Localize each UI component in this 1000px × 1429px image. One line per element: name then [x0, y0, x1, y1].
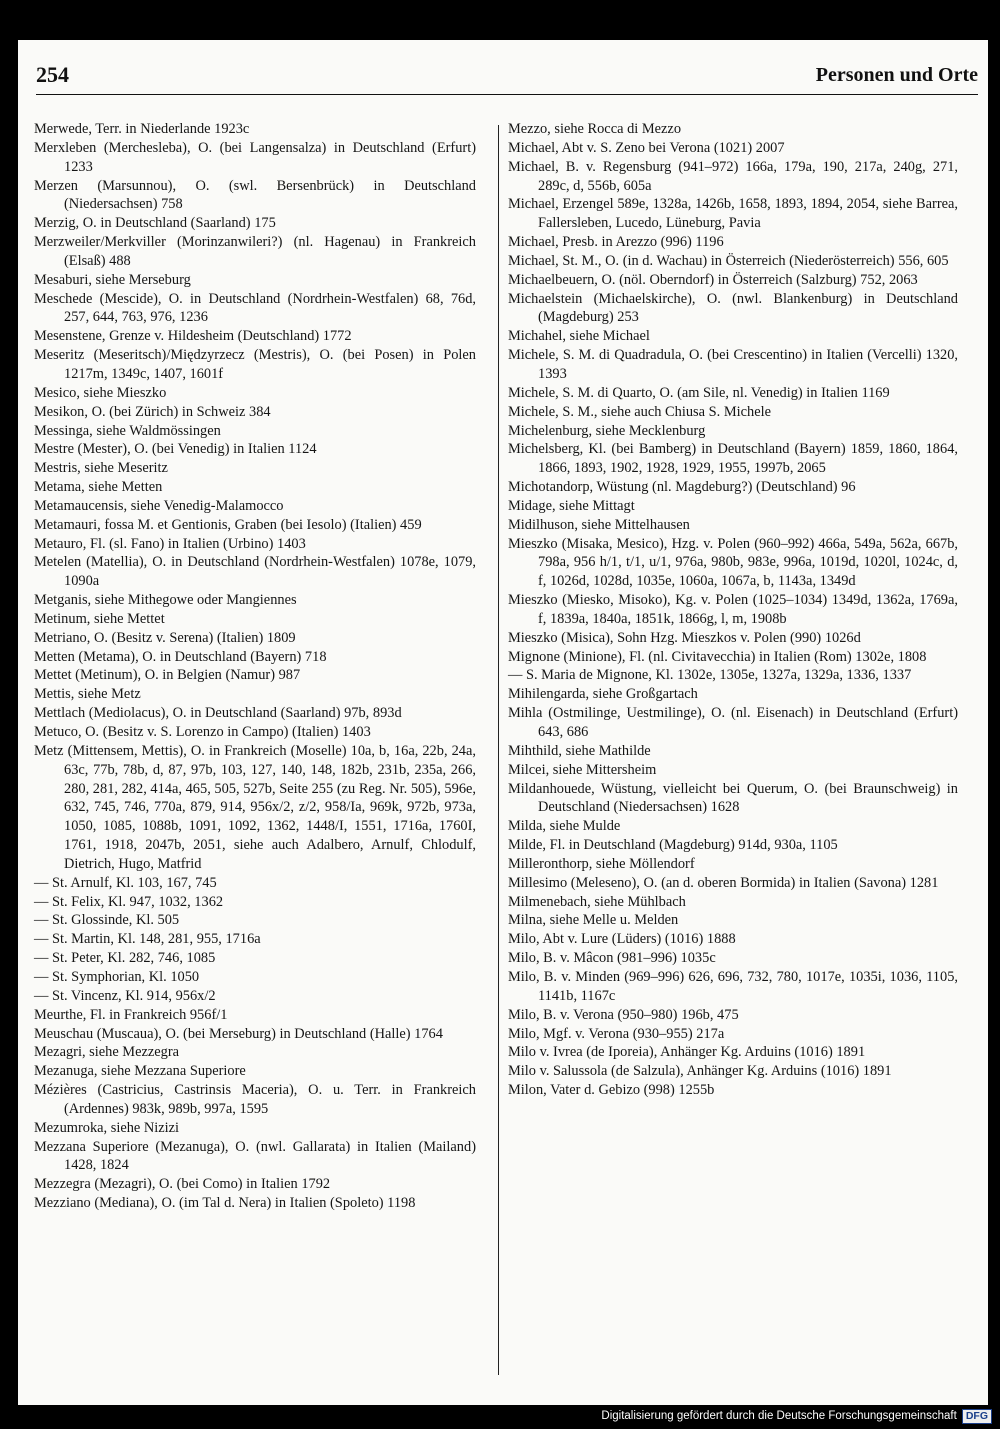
index-entry: Michael, St. M., O. (in d. Wachau) in Österreich (Niederösterreich) 556, 605	[508, 252, 949, 269]
index-column-left	[34, 120, 476, 1213]
document-page	[18, 40, 988, 1405]
index-entry: — S. Maria de Mignone, Kl. 1302e, 1305e, 1327a, 1329a, 1336, 1337	[508, 667, 912, 684]
index-entry: Mihilengarda, siehe Großgartach	[508, 686, 698, 703]
index-entry: Merzen (Marsunnou), O. (swl. Bersenbrück) in Deutschland (Niedersachsen) 758	[34, 177, 476, 213]
index-entry: — St. Arnulf, Kl. 103, 167, 745	[34, 874, 217, 891]
index-entry: — St. Felix, Kl. 947, 1032, 1362	[34, 893, 224, 910]
index-entry: Meschede (Mescide), O. in Deutschland (Nordrhein-Westfalen) 68, 76d, 257, 644, 763, 976, 1236	[34, 290, 476, 326]
index-entry: Mihla (Ostmilinge, Uestmilinge), O. (nl. Eisenach) in Deutschland (Erfurt) 643, 686	[508, 705, 958, 740]
index-entry: Mihthild, siehe Mathilde	[508, 742, 651, 759]
index-entry: — St. Martin, Kl. 148, 281, 955, 1716a	[34, 931, 261, 948]
index-entry: Michael, Presb. in Arezzo (996) 1196	[508, 234, 724, 251]
index-entry: Merzig, O. in Deutschland (Saarland) 175	[34, 215, 276, 232]
index-entry: Milo, Abt v. Lure (Lüders) (1016) 1888	[508, 931, 736, 948]
index-entry: Mezagri, siehe Mezzegra	[34, 1044, 180, 1061]
index-entry: Mieszko (Misaka, Mesico), Hzg. v. Polen (960–992) 466a, 549a, 562a, 667b, 798a, 956 h/1, t/1, u/1, 976a, 980b, 983e, 996a, 1019d, 1020l, 1024c, d, f, 1026d, 1028d, 1035e, 1060a, 1067a, b, 1143a, 1349d	[508, 535, 958, 590]
index-entry: Milde, Fl. in Deutschland (Magdeburg) 914d, 930a, 1105	[508, 837, 838, 854]
index-entry: Michelenburg, siehe Mecklenburg	[508, 422, 706, 439]
index-entry: Metamauri, fossa M. et Gentionis, Graben (bei Iesolo) (Italien) 459	[34, 516, 422, 533]
index-entry: Mestre (Mester), O. (bei Venedig) in Italien 1124	[34, 441, 317, 458]
index-entry: Milcei, siehe Mittersheim	[508, 761, 657, 778]
running-title: Personen und Orte	[815, 64, 978, 86]
index-entry: — St. Peter, Kl. 282, 746, 1085	[34, 950, 216, 967]
index-entry: Milo, B. v. Mâcon (981–996) 1035c	[508, 950, 716, 967]
index-entry: Mesico, siehe Mieszko	[34, 384, 167, 401]
index-entry: Michahel, siehe Michael	[508, 328, 650, 345]
index-entry: Mezzegra (Mezagri), O. (bei Como) in Italien 1792	[34, 1176, 331, 1193]
index-entry: Metelen (Matellia), O. in Deutschland (Nordrhein-Westfalen) 1078e, 1079, 1090a	[34, 554, 476, 590]
index-entry: Mesenstene, Grenze v. Hildesheim (Deutschland) 1772	[34, 328, 352, 345]
index-entry: Millesimo (Meleseno), O. (an d. oberen Bormida) in Italien (Savona) 1281	[508, 874, 939, 891]
index-entry: Metuco, O. (Besitz v. S. Lorenzo in Campo) (Italien) 1403	[34, 724, 371, 740]
index-entry: Mezzo, siehe Rocca di Mezzo	[508, 121, 682, 137]
index-entry: Metauro, Fl. (sl. Fano) in Italien (Urbino) 1403	[34, 535, 306, 552]
index-entry: — St. Glossinde, Kl. 505	[34, 912, 180, 929]
index-column-right	[508, 120, 958, 1100]
index-entry: Milo v. Ivrea (de Iporeia), Anhänger Kg. Arduins (1016) 1891	[508, 1044, 866, 1061]
dfg-logo: DFG	[962, 1409, 992, 1424]
index-entry: Michael, Erzengel 589e, 1328a, 1426b, 1658, 1893, 1894, 2054, siehe Barrea, Fallersleben, Lucedo, Lüneburg, Pavia	[508, 196, 958, 232]
index-entry: Metinum, siehe Mettet	[34, 610, 165, 627]
index-entry: Metganis, siehe Mithegowe oder Mangiennes	[34, 592, 297, 609]
index-entry: Milo, B. v. Minden (969–996) 626, 696, 732, 780, 1017e, 1035i, 1036, 1105, 1141b, 1167c	[508, 968, 958, 1004]
index-entry: Mettet (Metinum), O. in Belgien (Namur) 987	[34, 667, 301, 684]
index-entry: Mezzana Superiore (Mezanuga), O. (nwl. Gallarata) in Italien (Mailand) 1428, 1824	[34, 1138, 476, 1174]
index-entry: Mildanhouede, Wüstung, vielleicht bei Querum, O. (bei Braunschweig) in Deutschland (Niedersachsen) 1628	[508, 780, 958, 816]
index-entry: Michael, B. v. Regensburg (941–972) 166a, 179a, 190, 217a, 240g, 271, 289c, d, 556b, 605a	[508, 158, 958, 194]
index-entry: Merwede, Terr. in Niederlande 1923c	[34, 121, 250, 137]
index-entry: Mézières (Castricius, Castrinsis Maceria), O. u. Terr. in Frankreich (Ardennes) 983k, 989b, 997a, 1595	[34, 1082, 476, 1117]
index-entry: Metamaucensis, siehe Venedig-Malamocco	[34, 497, 284, 514]
index-entry: Milon, Vater d. Gebizo (998) 1255b	[508, 1082, 715, 1099]
index-entry: Michele, S. M. di Quadradula, O. (bei Crescentino) in Italien (Vercelli) 1320, 1393	[508, 347, 958, 382]
index-entry: — St. Vincenz, Kl. 914, 956x/2	[34, 987, 216, 1004]
index-entry: Michaelstein (Michaelskirche), O. (nwl. Blankenburg) in Deutschland (Magdeburg) 253	[508, 290, 958, 326]
index-entry: Merzweiler/Merkviller (Morinzanwileri?) (nl. Hagenau) in Frankreich (Elsaß) 488	[34, 234, 476, 269]
index-entry: Michotandorp, Wüstung (nl. Magdeburg?) (Deutschland) 96	[508, 479, 856, 496]
index-entry: Midage, siehe Mittagt	[508, 497, 635, 514]
index-entry: Metama, siehe Metten	[34, 479, 163, 496]
index-entry: Mestris, siehe Meseritz	[34, 460, 168, 477]
index-entry: Meseritz (Meseritsch)/Międzyrzecz (Mestris), O. (bei Posen) in Polen 1217m, 1349c, 1407, 1601f	[34, 347, 476, 382]
index-entry: Mezumroka, siehe Nizizi	[34, 1119, 180, 1136]
index-entry: — St. Symphorian, Kl. 1050	[34, 968, 200, 985]
index-entry: Metz (Mittensem, Mettis), O. in Frankreich (Moselle) 10a, b, 16a, 22b, 24a, 63c, 77b, 78b, d, 87, 97b, 103, 127, 140, 148, 182b, 231b, 235a, 266, 280, 281, 282, 414a, 465, 505, 527b, Seite 255 (zu Reg. Nr. 505), 596e, 632, 745, 746, 770a, 879, 914, 956x/2, z/2, 958/Ia, 969k, 972b, 973a, 1050, 1085, 1088b, 1091, 1092, 1362, 1448/I, 1551, 1716a, 1760I, 1761, 1918, 2047b, 2051, siehe auch Adalbero, Arnulf, Chlodulf, Dietrich, Hugo, Matfrid	[34, 742, 476, 872]
column-divider	[498, 125, 499, 1375]
index-entry: Milmenebach, siehe Mühlbach	[508, 893, 686, 910]
index-entry: Metriano, O. (Besitz v. Serena) (Italien) 1809	[34, 629, 296, 646]
index-entry: Michael, Abt v. S. Zeno bei Verona (1021) 2007	[508, 139, 785, 156]
index-entry: Messinga, siehe Waldmössingen	[34, 422, 221, 439]
index-entry: Metten (Metama), O. in Deutschland (Bayern) 718	[34, 648, 327, 665]
digitization-footer	[601, 1407, 992, 1425]
index-entry: Michelsberg, Kl. (bei Bamberg) in Deutschland (Bayern) 1859, 1860, 1864, 1866, 1893, 1902, 1928, 1929, 1955, 1997b, 2065	[508, 441, 958, 477]
index-entry: Milna, siehe Melle u. Melden	[508, 912, 679, 929]
page-header	[36, 60, 978, 95]
index-entry: Meurthe, Fl. in Frankreich 956f/1	[34, 1006, 228, 1023]
index-entry: Mesikon, O. (bei Zürich) in Schweiz 384	[34, 403, 271, 420]
index-entry: Merxleben (Merchesleba), O. (bei Langensalza) in Deutschland (Erfurt) 1233	[34, 139, 476, 175]
index-entry: Michaelbeuern, O. (nöl. Oberndorf) in Österreich (Salzburg) 752, 2063	[508, 271, 918, 288]
index-entry: Michele, S. M., siehe auch Chiusa S. Michele	[508, 403, 771, 420]
index-entry: Milda, siehe Mulde	[508, 818, 621, 835]
index-entry: Midilhuson, siehe Mittelhausen	[508, 516, 690, 533]
index-entry: Mignone (Minione), Fl. (nl. Civitavecchia) in Italien (Rom) 1302e, 1808	[508, 648, 927, 665]
index-entry: Michele, S. M. di Quarto, O. (am Sile, nl. Venedig) in Italien 1169	[508, 384, 890, 401]
index-entry: Mieszko (Miesko, Misoko), Kg. v. Polen (1025–1034) 1349d, 1362a, 1769a, f, 1839a, 1840a, 1851k, 1866g, l, m, 1908b	[508, 592, 958, 627]
index-entry: Mesaburi, siehe Merseburg	[34, 271, 191, 288]
index-entry: Mezziano (Mediana), O. (im Tal d. Nera) in Italien (Spoleto) 1198	[34, 1195, 416, 1212]
index-entry: Milo, Mgf. v. Verona (930–955) 217a	[508, 1025, 725, 1042]
index-entry: Meuschau (Muscaua), O. (bei Merseburg) in Deutschland (Halle) 1764	[34, 1025, 443, 1042]
index-entry: Milo v. Salussola (de Salzula), Anhänger Kg. Arduins (1016) 1891	[508, 1063, 892, 1080]
index-entry: Mieszko (Misica), Sohn Hzg. Mieszkos v. Polen (990) 1026d	[508, 629, 861, 646]
index-entry: Mettis, siehe Metz	[34, 686, 141, 703]
index-entry: Mettlach (Mediolacus), O. in Deutschland (Saarland) 97b, 893d	[34, 705, 402, 722]
footer-credit: Digitalisierung gefördert durch die Deutsche Forschungsgemeinschaft	[601, 1410, 957, 1422]
index-entry: Mezanuga, siehe Mezzana Superiore	[34, 1063, 246, 1080]
index-entry: Milo, B. v. Verona (950–980) 196b, 475	[508, 1006, 739, 1023]
index-entry: Milleronthorp, siehe Möllendorf	[508, 855, 695, 872]
page-number: 254	[36, 62, 69, 87]
